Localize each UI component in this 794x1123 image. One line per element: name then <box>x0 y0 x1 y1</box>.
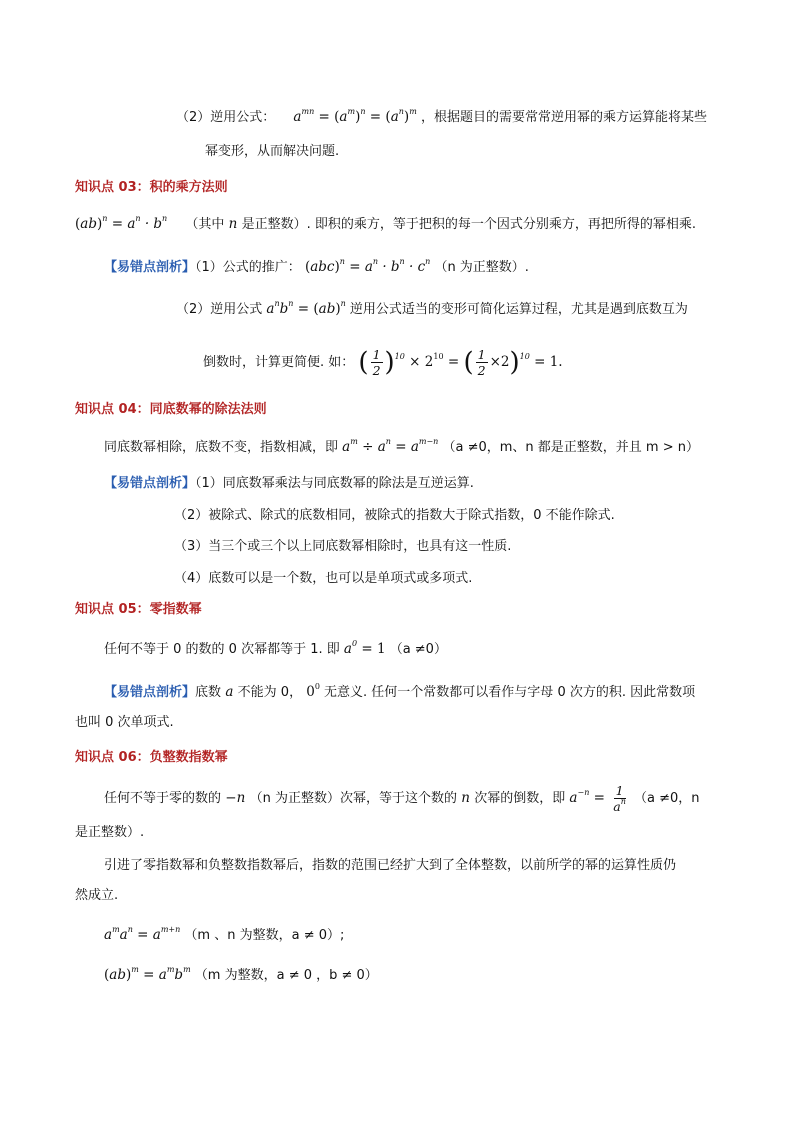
product-power-text: 是正整数）. 即积的乘方，等于把积的每一个因式分别乘方，再把所得的幂相乘. <box>241 217 697 232</box>
product-power-prefix: （其中 <box>185 217 225 232</box>
integer-rule-2: $(ab)^m = a^mb^m$ （m 为整数，a ≠ 0 ，b ≠ 0） <box>104 965 378 983</box>
section-title-05: 知识点 05：零指数幂 <box>75 602 202 617</box>
integer-exponent-cont: 然成立. <box>75 888 119 903</box>
division-formula: $a^m \div a^n = a^{m-n}$ <box>342 437 439 455</box>
power-formula: $a^{mn} = (a^m)^n = (a^n)^m$ <box>293 107 417 125</box>
reverse-formula-tail: ，根据题目的需要常常逆用幂的乘方运算能将某些 <box>420 110 707 125</box>
integer-rule-2-formula: $(ab)^m = a^mb^m$ <box>104 965 191 983</box>
tip-label: 【易错点剖析】 <box>104 260 196 275</box>
negative-power-rule: 任何不等于零的数的 −n （n 为正整数）次幂，等于这个数的 n 次幂的倒数，即 $a^{-n}$ = $\frac{1}{a^n}$ （a ≠0，n <box>104 783 700 814</box>
tip-05-cont: 也叫 0 次单项式. <box>75 715 174 730</box>
integer-rule-1-formula: $a^ma^n = a^{m+n}$ <box>104 925 181 943</box>
tip-03-2-cont: 倒数时，计算更简便. 如： ( $\frac{1}{2}$ )$^{10} \times 2^{10}$ = ( $\frac{1}{2}$ ×2)$^{10}$ = 1. <box>203 347 563 378</box>
tip-label: 【易错点剖析】 <box>104 476 196 491</box>
tip-label: 【易错点剖析】 <box>104 685 196 700</box>
division-rule: 同底数幂相除，底数不变，指数相减，即 $a^m \div a^n = a^{m-n}$ （a ≠0，m、n 都是正整数，并且 m > n） <box>104 437 699 455</box>
reverse-product-formula: $a^nb^n = (ab)^n$ <box>266 299 346 317</box>
tip-04-2: （2）被除式、除式的底数相同，被除式的指数大于除式指数，0 不能作除式. <box>174 508 615 523</box>
tip-04-3: （3）当三个或三个以上同底数幂相除时，也具有这一性质. <box>174 539 512 554</box>
reverse-formula-cont: 幂变形，从而解决问题. <box>205 144 340 159</box>
product-power-formula: $(ab)^n = a^n \cdot b^n$ <box>75 214 168 232</box>
section-title-04: 知识点 04：同底数幂的除法法则 <box>75 402 267 417</box>
integer-rule-1: $a^ma^n = a^{m+n}$ （m 、n 为整数，a ≠ 0）; <box>104 925 345 943</box>
product-power-rule: $(ab)^n = a^n \cdot b^n$ （其中 n 是正整数）. 即积的乘方，等于把积的每一个因式分别乘方，再把所得的幂相乘. <box>75 214 697 232</box>
negative-power-formula: $a^{-n}$ = $\frac{1}{a^n}$ <box>569 783 626 814</box>
reverse-formula-label: （2）逆用公式： <box>176 110 276 125</box>
tip-05: 【易错点剖析】底数 a 不能为 0， $0^0$ 无意义. 任何一个常数都可以看作与字母 0 次方的积. 因此常数项 <box>104 682 696 700</box>
integer-exponent-text: 引进了零指数幂和负整数指数幂后，指数的范围已经扩大到了全体整数，以前所学的幂的运算性质仍 <box>104 858 677 873</box>
zero-power-rule: 任何不等于 0 的数的 0 次幂都等于 1. 即 $a^0 = 1$ （a ≠0） <box>104 639 447 657</box>
tip-03-2: （2）逆用公式 $a^nb^n = (ab)^n$ 逆用公式适当的变形可简化运算过程，尤其是遇到底数互为 <box>176 299 688 317</box>
tip-03-1: 【易错点剖析】（1）公式的推广： $(abc)^n = a^n \cdot b^n \cdot c^n$ （n 为正整数）. <box>104 257 529 275</box>
section-title-03: 知识点 03：积的乘方法则 <box>75 180 228 195</box>
generalized-formula: $(abc)^n = a^n \cdot b^n \cdot c^n$ <box>304 257 431 275</box>
tip-04-1: 【易错点剖析】（1）同底数幂乘法与同底数幂的除法是互逆运算. <box>104 476 474 491</box>
zero-power-formula: $a^0 = 1$ <box>343 639 386 657</box>
negative-power-cont: 是正整数）. <box>75 825 145 840</box>
reverse-formula-line <box>176 107 707 128</box>
example-formula: ( $\frac{1}{2}$ )$^{10} \times 2^{10}$ = ( $\frac{1}{2}$ ×2)$^{10}$ = 1. <box>358 347 563 378</box>
tip-04-4: （4）底数可以是一个数，也可以是单项式或多项式. <box>174 571 473 586</box>
section-title-06: 知识点 06：负整数指数幂 <box>75 750 228 765</box>
